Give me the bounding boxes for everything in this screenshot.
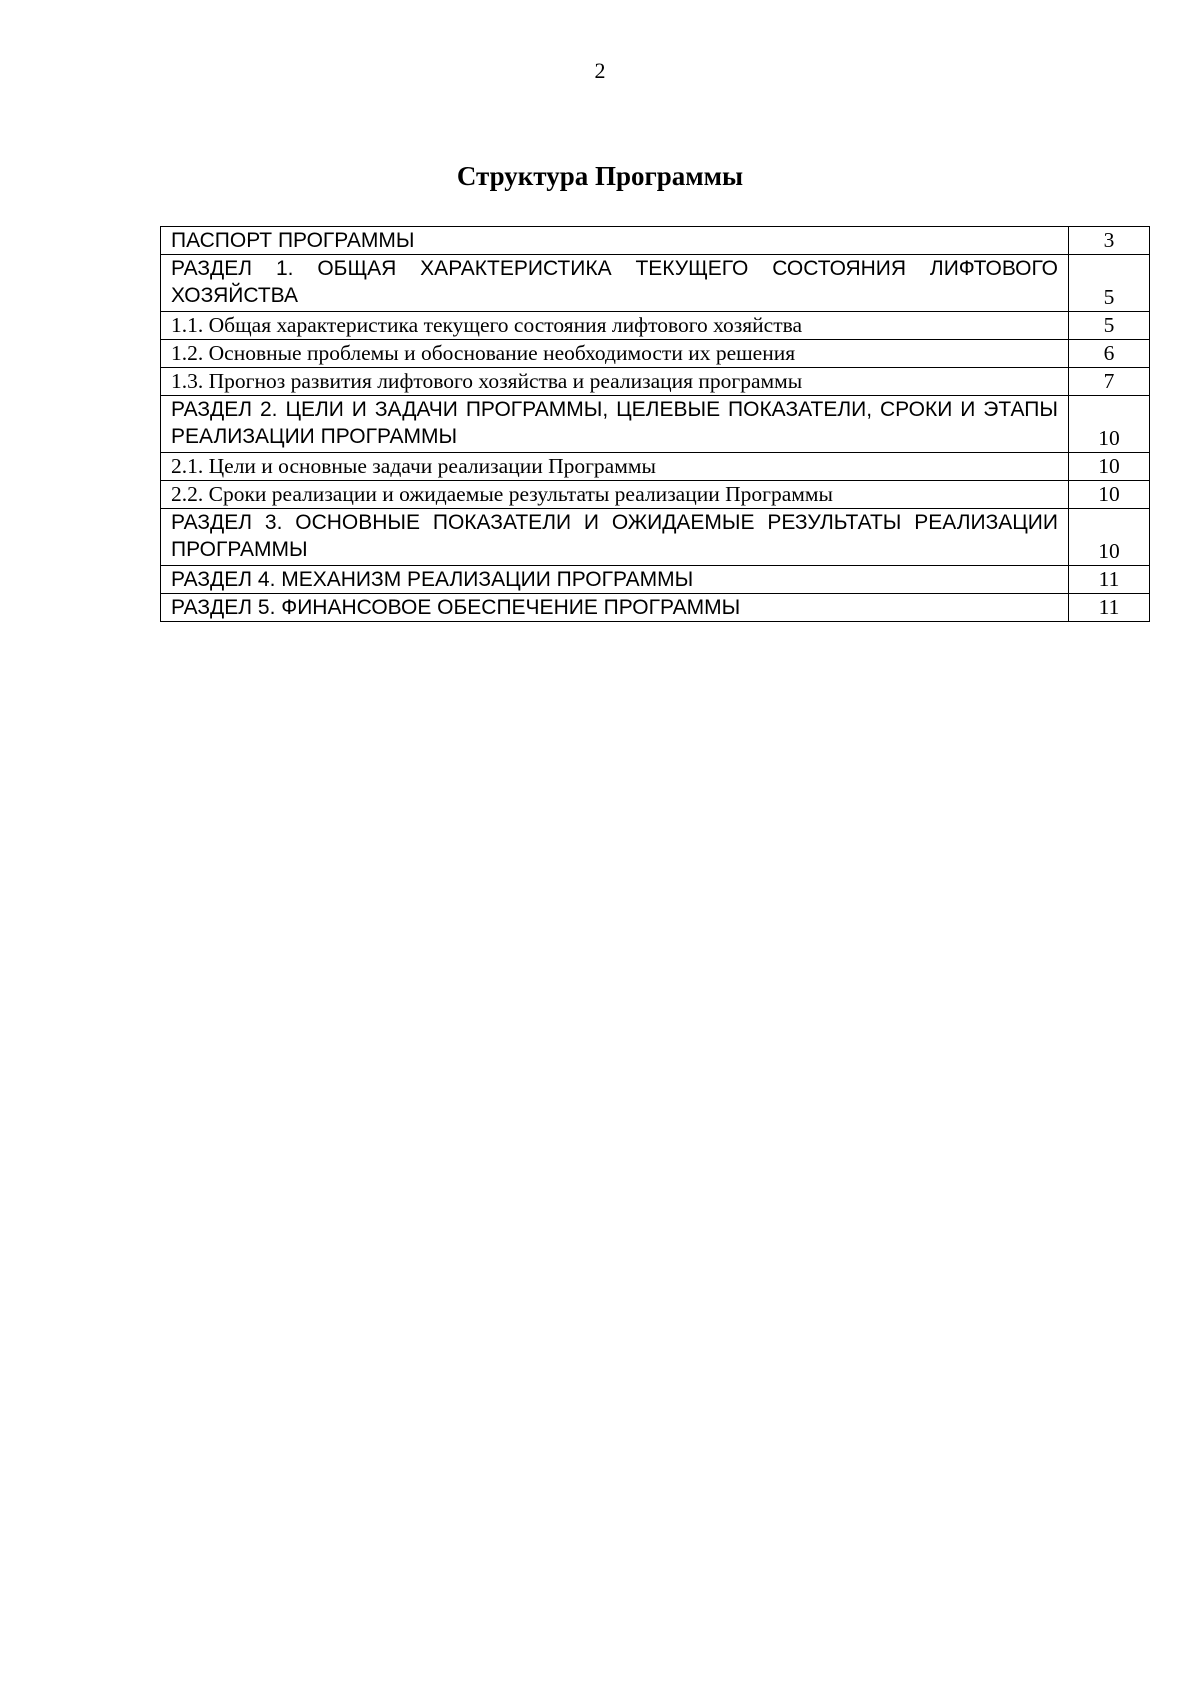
toc-entry-title: 1.2. Основные проблемы и обоснование необходимости их решения	[161, 340, 1069, 368]
page-number: 2	[594, 58, 606, 83]
toc-row[interactable]	[161, 594, 1150, 622]
toc-entry-title: РАЗДЕЛ 5. ФИНАНСОВОЕ ОБЕСПЕЧЕНИЕ ПРОГРАММЫ	[161, 594, 1069, 622]
toc-entry-title: 1.3. Прогноз развития лифтового хозяйства и реализация программы	[161, 368, 1069, 396]
toc-row[interactable]	[161, 255, 1150, 312]
toc-row[interactable]	[161, 340, 1150, 368]
toc-row[interactable]	[161, 368, 1150, 396]
page-title: Структура Программы	[456, 161, 744, 191]
toc-entry-title: РАЗДЕЛ 1. ОБЩАЯ ХАРАКТЕРИСТИКА ТЕКУЩЕГО СОСТОЯНИЯ ЛИФТОВОГО ХОЗЯЙСТВА	[161, 255, 1069, 312]
toc-entry-page: 10	[1069, 453, 1150, 481]
toc-entry-page: 5	[1069, 255, 1150, 312]
toc-entry-page: 3	[1069, 227, 1150, 255]
toc-entry-page: 10	[1069, 396, 1150, 453]
toc-entry-title: 2.2. Сроки реализации и ожидаемые результаты реализации Программы	[161, 481, 1069, 509]
toc-entry-title: 1.1. Общая характеристика текущего состояния лифтового хозяйства	[161, 312, 1069, 340]
toc-row[interactable]	[161, 509, 1150, 566]
toc-row[interactable]	[161, 227, 1150, 255]
toc-entry-page: 11	[1069, 566, 1150, 594]
toc-row[interactable]	[161, 396, 1150, 453]
toc-entry-page: 11	[1069, 594, 1150, 622]
toc-entry-page: 7	[1069, 368, 1150, 396]
toc-entry-title: РАЗДЕЛ 4. МЕХАНИЗМ РЕАЛИЗАЦИИ ПРОГРАММЫ	[161, 566, 1069, 594]
toc-body	[161, 227, 1150, 622]
toc-entry-page: 10	[1069, 481, 1150, 509]
toc-row[interactable]	[161, 453, 1150, 481]
toc-row[interactable]	[161, 312, 1150, 340]
toc-entry-title: РАЗДЕЛ 2. ЦЕЛИ И ЗАДАЧИ ПРОГРАММЫ, ЦЕЛЕВЫЕ ПОКАЗАТЕЛИ, СРОКИ И ЭТАПЫ РЕАЛИЗАЦИИ ПРОГРАММЫ	[161, 396, 1069, 453]
toc-row[interactable]	[161, 481, 1150, 509]
table-of-contents	[160, 226, 1150, 622]
toc-entry-title: 2.1. Цели и основные задачи реализации Программы	[161, 453, 1069, 481]
toc-entry-title: РАЗДЕЛ 3. ОСНОВНЫЕ ПОКАЗАТЕЛИ И ОЖИДАЕМЫЕ РЕЗУЛЬТАТЫ РЕАЛИЗАЦИИ ПРОГРАММЫ	[161, 509, 1069, 566]
toc-entry-page: 10	[1069, 509, 1150, 566]
toc-entry-page: 6	[1069, 340, 1150, 368]
toc-entry-title: ПАСПОРТ ПРОГРАММЫ	[161, 227, 1069, 255]
toc-row[interactable]	[161, 566, 1150, 594]
toc-entry-page: 5	[1069, 312, 1150, 340]
